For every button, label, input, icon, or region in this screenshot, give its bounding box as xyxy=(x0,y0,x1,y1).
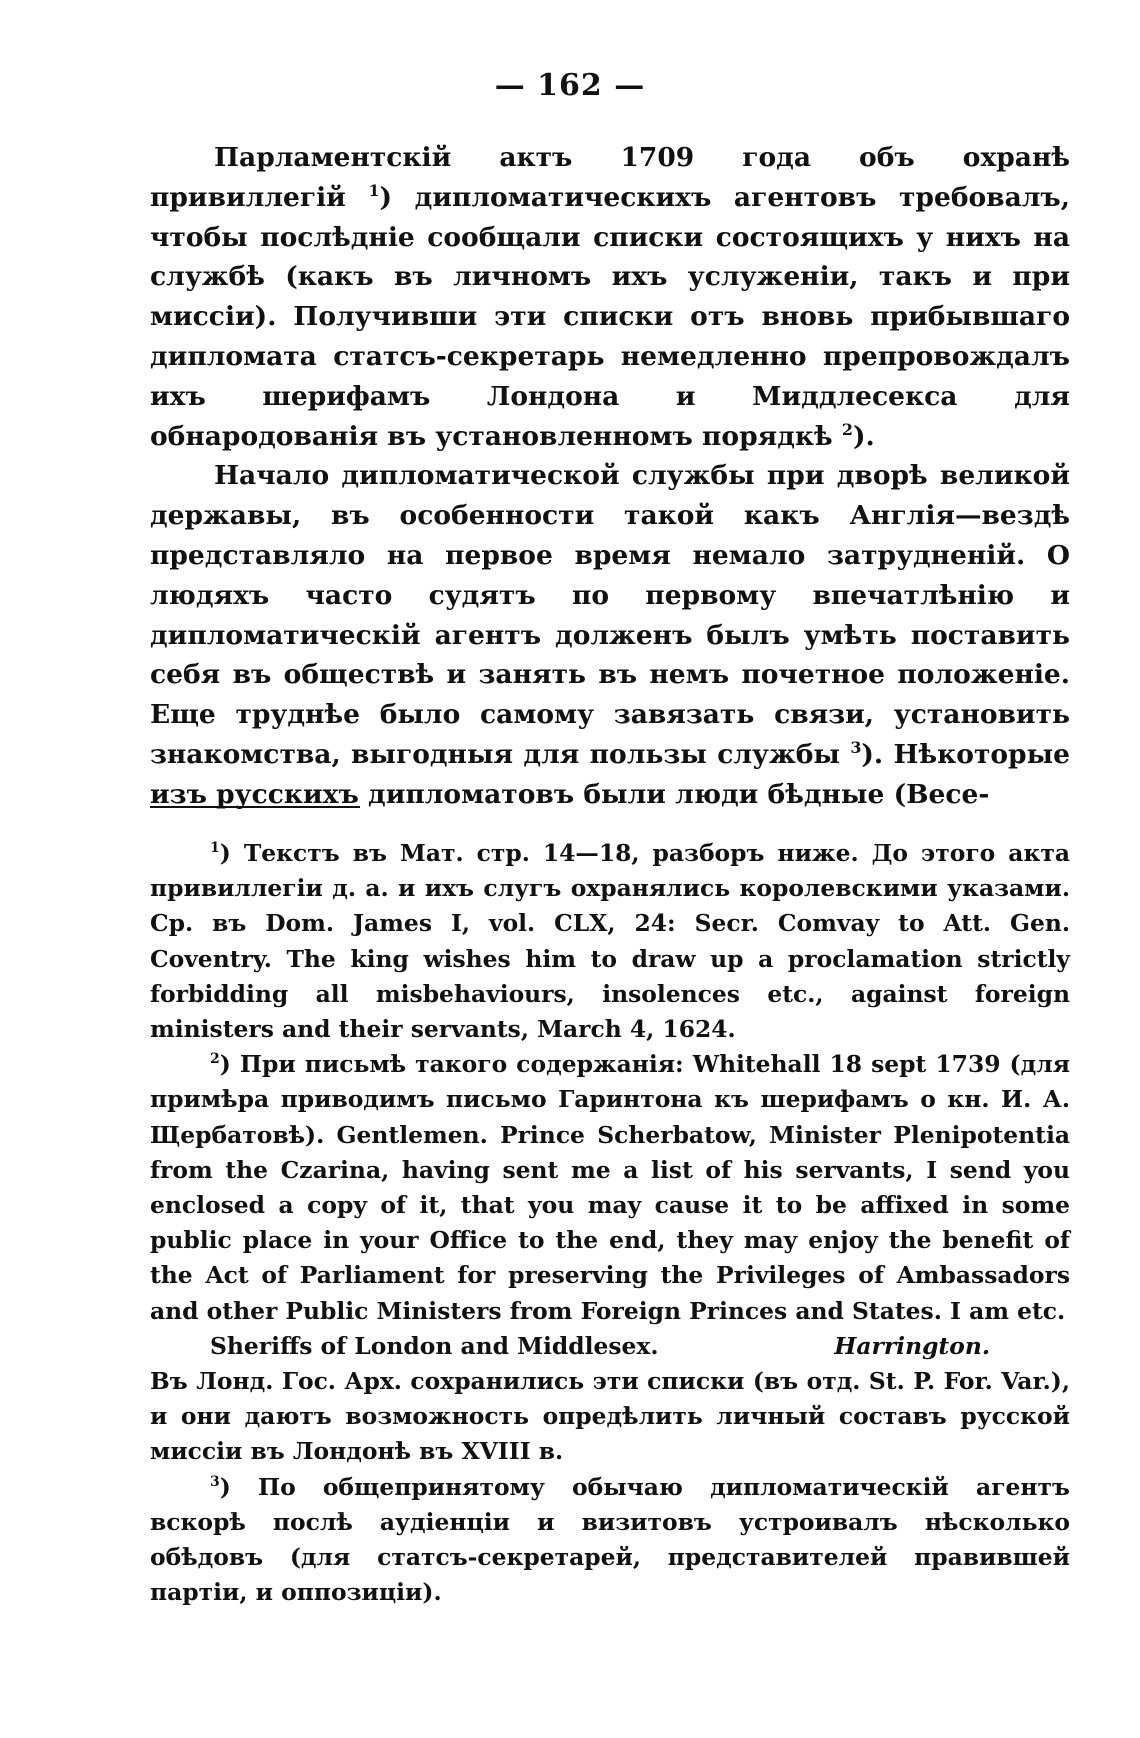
footnote-ref-3: 3 xyxy=(850,738,862,758)
paragraph-2-part-b: ). Нѣкоторые изъ русскихъ дипломатовъ были люди бѣдные (Весе- xyxy=(150,738,1070,810)
footnote-2-addressee: Sheriffs of London and Middlesex. xyxy=(210,1331,659,1360)
paragraph-1-part-b: ) дипломатическихъ агентовъ требовалъ, чтобы послѣдніе сообщали списки состоящихъ у нихъ на службѣ (какъ въ личномъ ихъ услуженіи, такъ и при миссіи). Получивши эти списки отъ вновь прибывшаго дипломата статсъ-секретарь немедленно препровождалъ ихъ шерифамъ Лондона и Миддлесекса для обнародованія въ установленномъ порядкѣ xyxy=(150,181,1070,452)
footnote-2-text: ) При письмѣ такого содержанія: Whitehall 18 sept 1739 (для примѣра приводимъ письмо Гаринтона къ шерифамъ о кн. И. А. Щербатовѣ). Gentlemen. Prince Scherbatow, Minister Plenipotentia from the Czarina, having sent me a list of his servants, I send you enclosed a copy of it, that you may cause it to be affixed in some public place in your Office to the end, they may enjoy the benefit of the Act of Parliament for preserving the Privileges of Ambassadors and other Public Ministers from Foreign Princes and States. I am etc. xyxy=(150,1050,1070,1325)
footnote-2 xyxy=(150,1047,1070,1329)
main-text xyxy=(150,138,1070,815)
footnote-2-continuation: Въ Лонд. Гос. Арх. сохранились эти списки (въ отд. St. P. For. Var.), и они даютъ возможность опредѣлить личный составъ русской миссіи въ Лондонѣ въ XVIII в. xyxy=(150,1367,1070,1466)
page-number: — 162 — xyxy=(494,68,646,103)
footnote-1 xyxy=(150,836,1070,1047)
paragraph-1 xyxy=(150,138,1070,456)
footnote-2-signature: Harrington. xyxy=(834,1331,990,1360)
paragraph-2 xyxy=(150,456,1070,814)
footnote-3 xyxy=(150,1470,1070,1611)
footnote-1-text: ) Текстъ въ Мат. стр. 14—18, разборъ ниже. До этого акта привиллегіи д. а. и ихъ слугъ охранялись королевскими указами. Ср. въ Dom. James I, vol. CLX, 24: Secr. Comvay to Att. Gen. Coventry. The king wishes him to draw up a proclamation strictly forbidding all misbehaviours, insolences etc., against foreign ministers and their servants, March 4, 1624. xyxy=(150,839,1070,1044)
paragraph-2-part-a: Начало дипломатической службы при дворѣ великой державы, въ особенности такой какъ Англія—вездѣ представляло на первое время немало затрудненій. О людяхъ часто судятъ по первому впечатлѣнію и дипломатическій агентъ долженъ былъ умѣть поставить себя въ обществѣ и занять въ немъ почетное положеніе. Еще труднѣе было самому завязать связи, установить знакомства, выгодныя для пользы службы xyxy=(150,460,1070,770)
footnote-ref-1: 1 xyxy=(368,180,380,200)
footnote-ref-2: 2 xyxy=(841,419,853,439)
footnote-3-text: ) По общепринятому обычаю дипломатическій агентъ вскорѣ послѣ аудіенціи и визитовъ устроивалъ нѣсколько обѣдовъ (для статсъ-секретарей, представителей правившей партіи, и оппозиціи). xyxy=(150,1472,1070,1607)
footnote-3-marker: 3 xyxy=(210,1473,220,1490)
footnote-2-signature-line xyxy=(150,1329,1070,1364)
paragraph-1-part-a: Парламентскій актъ 1709 года объ охранѣ привиллегій xyxy=(150,142,1070,213)
paragraph-1-part-c: ). xyxy=(852,420,875,452)
footnote-2-marker: 2 xyxy=(210,1051,220,1068)
footnote-separator xyxy=(150,806,360,808)
footnote-1-marker: 1 xyxy=(210,840,220,857)
footnotes xyxy=(150,836,1070,1610)
